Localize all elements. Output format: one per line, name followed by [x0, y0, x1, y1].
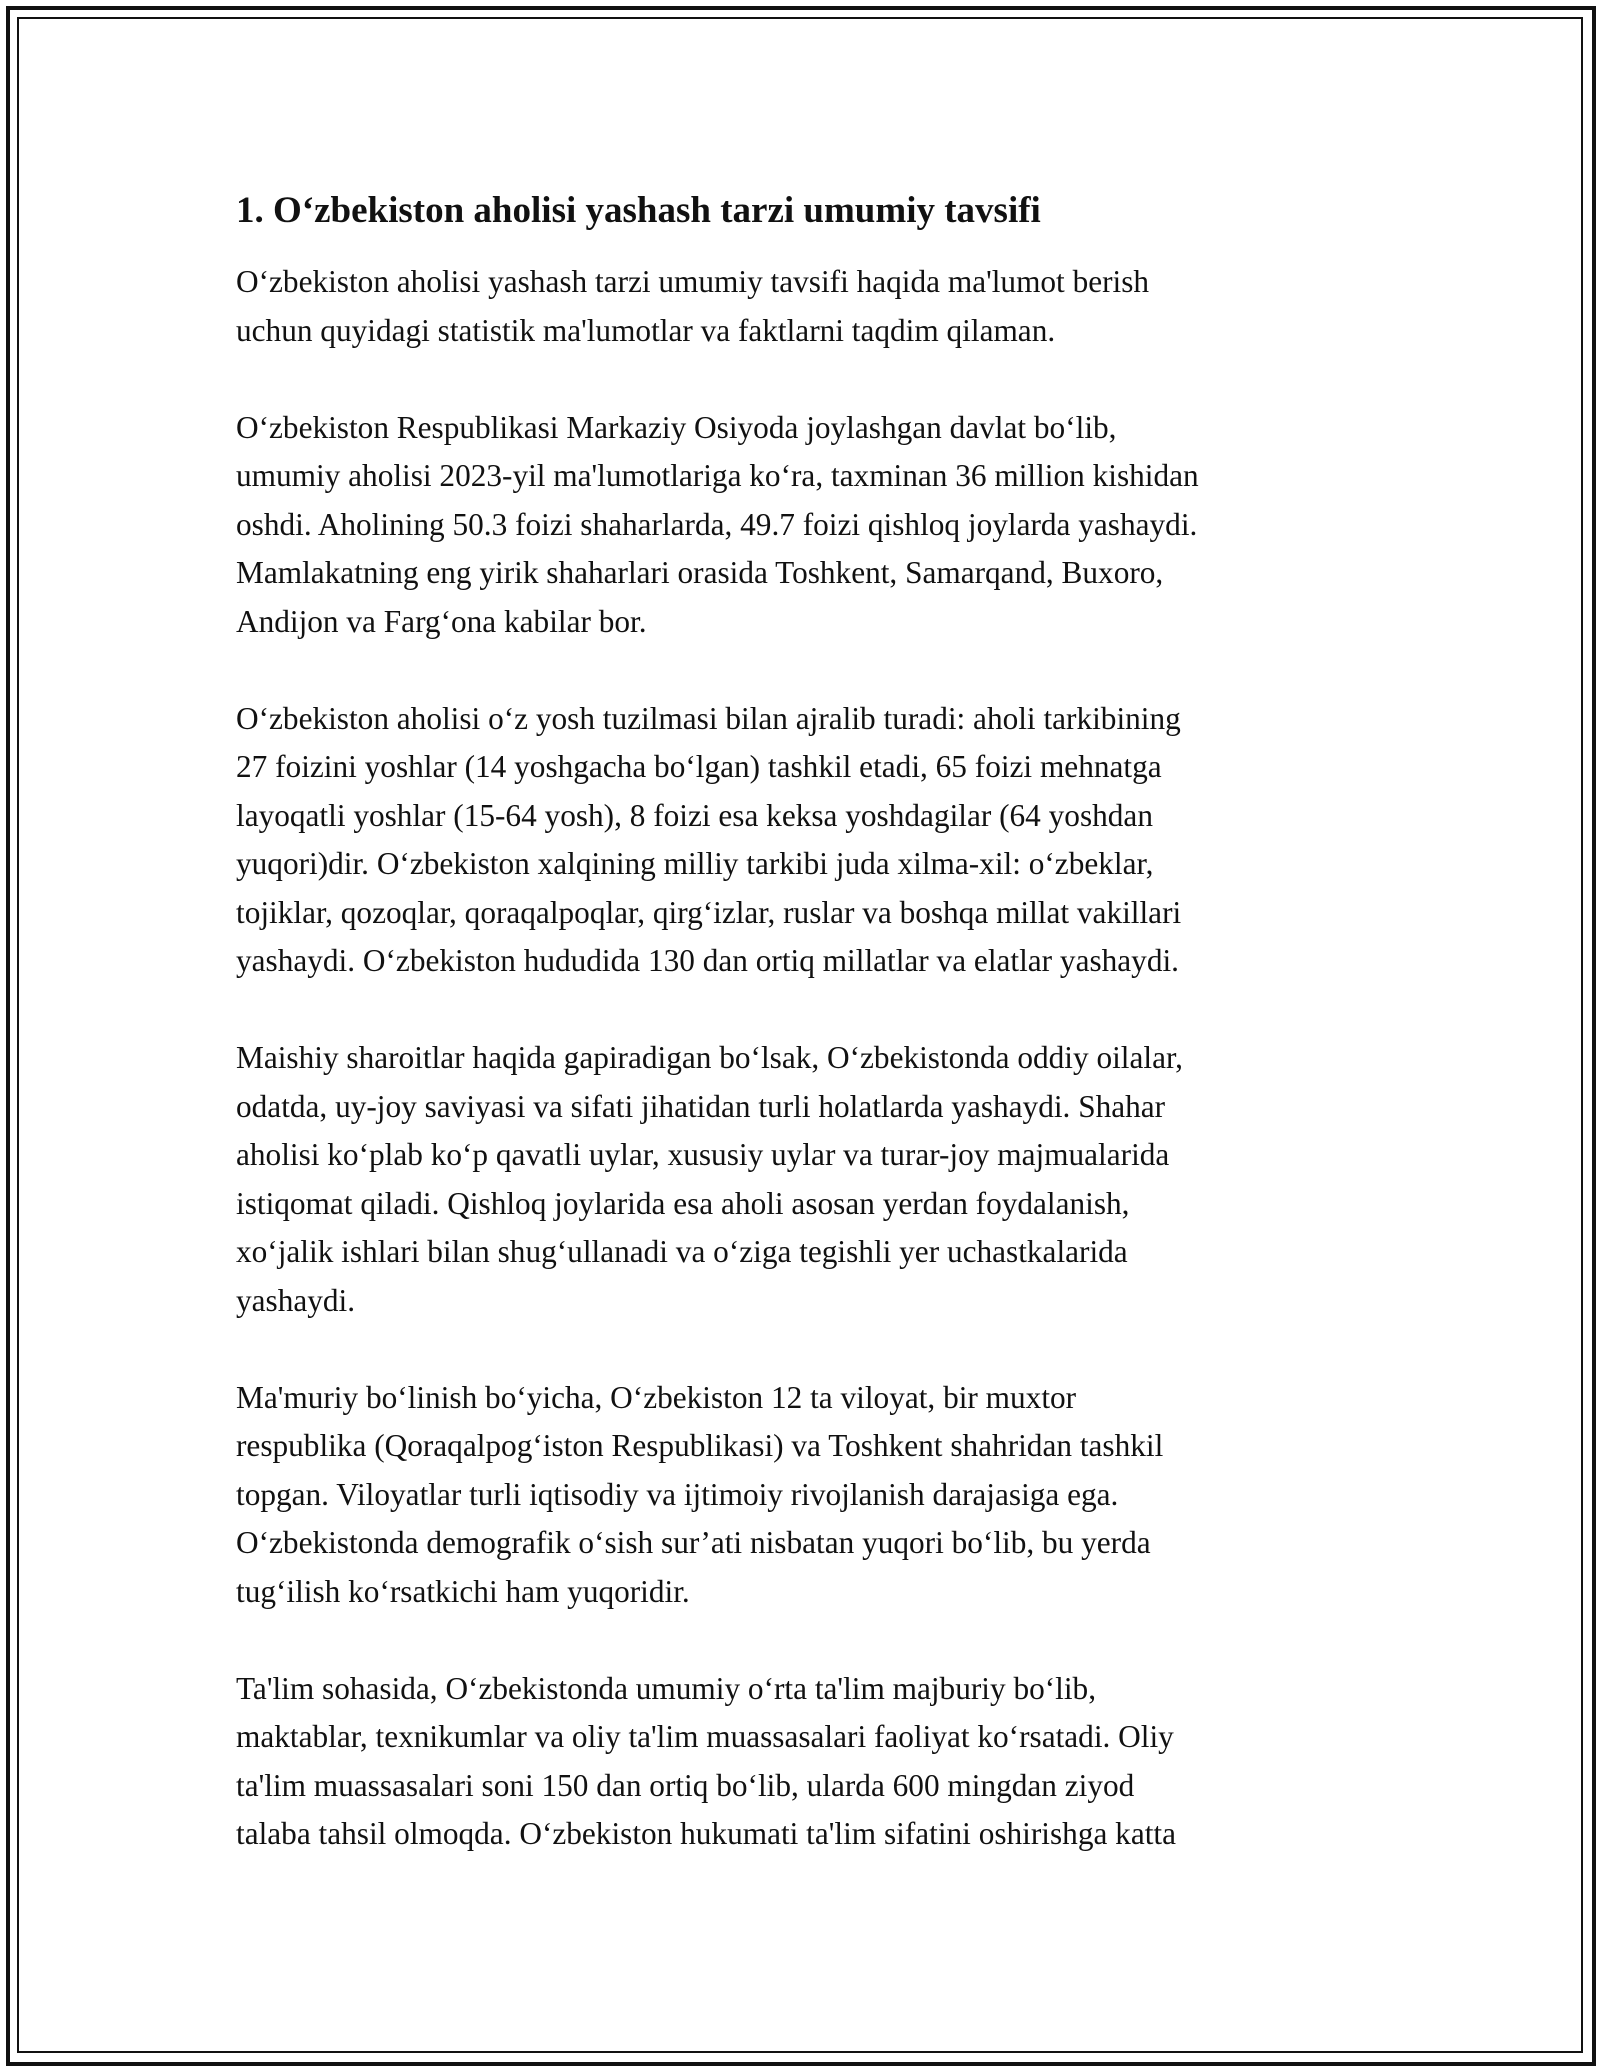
paragraph-line: respublika (Qoraqalpog‘iston Respublikasi) va Toshkent shahridan tashkil — [236, 1428, 1164, 1463]
body-paragraph — [236, 258, 1386, 355]
paragraph-line: odatda, uy-joy saviyasi va sifati jihatidan turli holatlarda yashaydi. Shahar — [236, 1088, 1166, 1124]
paragraph-line: maktablar, texnikumlar va oliy ta'lim muassasalari faoliyat ko‘rsatadi. Oliy — [236, 1719, 1174, 1754]
body-paragraph — [236, 1374, 1386, 1617]
paragraph-line: O‘zbekistonda demografik o‘sish sur’ati nisbatan yuqori bo‘lib, bu yerda — [236, 1525, 1151, 1560]
body-paragraph — [236, 1665, 1386, 1859]
paragraph-line: tug‘ilish ko‘rsatkichi ham yuqoridir. — [236, 1573, 690, 1609]
paragraph-line: yuqori)dir. O‘zbekiston xalqining milliy tarkibi juda xilma-xil: o‘zbeklar, — [236, 846, 1154, 881]
paragraph-line: 27 foizini yoshlar (14 yoshgacha bo‘lgan) tashkil etadi, 65 foizi mehnatga — [236, 749, 1162, 784]
paragraph-line: layoqatli yoshlar (15-64 yosh), 8 foizi esa keksa yoshdagilar (64 yoshdan — [236, 797, 1153, 833]
paragraph-line: O‘zbekiston aholisi yashash tarzi umumiy tavsifi haqida ma'lumot berish — [236, 264, 1150, 299]
paragraph-line: uchun quyidagi statistik ma'lumotlar va faktlarni taqdim qilaman. — [236, 312, 1056, 348]
body-paragraph — [236, 695, 1386, 986]
section-heading: 1. O‘zbekiston aholisi yashash tarzi umumiy tavsifi — [236, 190, 1041, 231]
paragraph-list — [236, 258, 1386, 1859]
paragraph-line: oshdi. Aholining 50.3 foizi shaharlarda, 49.7 foizi qishloq joylarda yashaydi. — [236, 506, 1198, 542]
paragraph-line: aholisi ko‘plab ko‘p qavatli uylar, xususiy uylar va turar-joy majmualarida — [236, 1137, 1170, 1172]
paragraph-line: Mamlakatning eng yirik shaharlari orasida Toshkent, Samarqand, Buxoro, — [236, 555, 1164, 590]
paragraph-line: xo‘jalik ishlari bilan shug‘ullanadi va o‘ziga tegishli yer uchastkalarida — [236, 1234, 1128, 1269]
body-paragraph — [236, 404, 1386, 647]
paragraph-line: istiqomat qiladi. Qishloq joylarida esa aholi asosan yerdan foydalanish, — [236, 1185, 1130, 1221]
paragraph-line: yashaydi. O‘zbekiston hududida 130 dan ortiq millatlar va elatlar yashaydi. — [236, 943, 1180, 978]
paragraph-line: talaba tahsil olmoqda. O‘zbekiston hukumati ta'lim sifatini oshirishga katta — [236, 1816, 1177, 1851]
paragraph-line: ta'lim muassasalari soni 150 dan ortiq bo‘lib, ularda 600 mingdan ziyod — [236, 1767, 1135, 1803]
paragraph-line: O‘zbekiston aholisi o‘z yosh tuzilmasi bilan ajralib turadi: aholi tarkibining — [236, 700, 1181, 736]
paragraph-line: umumiy aholisi 2023-yil ma'lumotlariga ko‘ra, taxminan 36 million kishidan — [236, 458, 1199, 493]
paragraph-line: yashaydi. — [236, 1282, 356, 1318]
paragraph-line: O‘zbekiston Respublikasi Markaziy Osiyoda joylashgan davlat bo‘lib, — [236, 409, 1117, 445]
body-paragraph — [236, 1034, 1386, 1325]
paragraph-line: Ma'muriy bo‘linish bo‘yicha, O‘zbekiston 12 ta viloyat, bir muxtor — [236, 1379, 1077, 1415]
paragraph-line: tojiklar, qozoqlar, qoraqalpoqlar, qirg‘izlar, ruslar va boshqa millat vakillari — [236, 894, 1182, 930]
paragraph-line: Maishiy sharoitlar haqida gapiradigan bo‘lsak, O‘zbekistonda oddiy oilalar, — [236, 1040, 1183, 1075]
paragraph-line: Ta'lim sohasida, O‘zbekistonda umumiy o‘rta ta'lim majburiy bo‘lib, — [236, 1670, 1097, 1706]
document-body — [236, 186, 1386, 1907]
paragraph-line: Andijon va Farg‘ona kabilar bor. — [236, 603, 647, 639]
paragraph-line: topgan. Viloyatlar turli iqtisodiy va ijtimoiy rivojlanish darajasiga ega. — [236, 1476, 1119, 1512]
